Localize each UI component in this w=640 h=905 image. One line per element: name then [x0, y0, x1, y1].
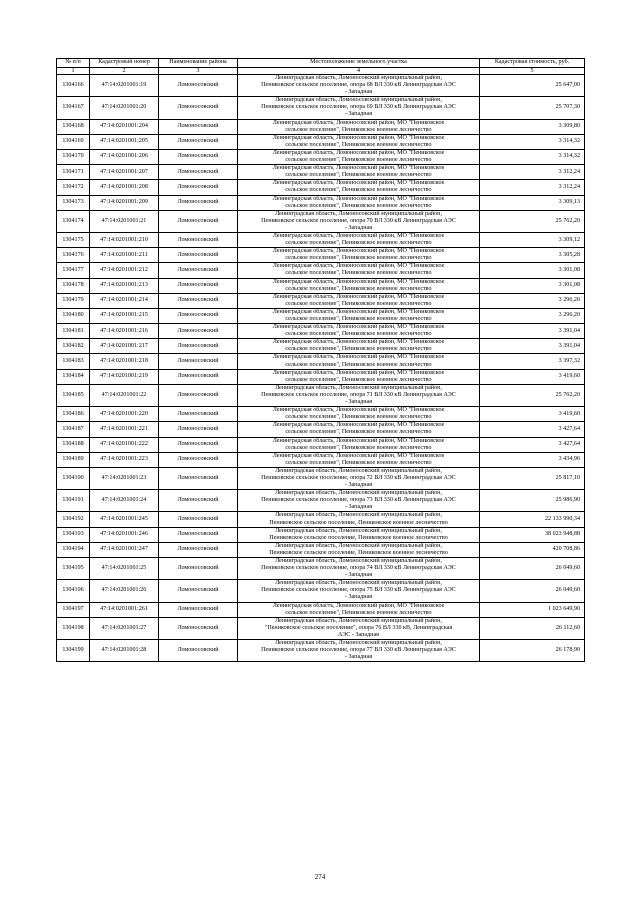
- location-line: сельское поселение", Пениковское военное лесничество: [285, 331, 432, 338]
- location-line: сельское поселение", Пениковское военное лесничество: [285, 255, 432, 262]
- cadastral-number: 47:14:0201001:220: [90, 407, 159, 422]
- location-line: Пениковское сельское поселение, опора 68 ВЛ 330 кВ Ленинградская АЭС: [261, 82, 456, 89]
- cadastral-number: 47:14:0201001:247: [90, 542, 159, 557]
- location-cell: [238, 640, 480, 662]
- cadastral-value: 25 762,20: [480, 384, 585, 406]
- location-cell: [238, 542, 480, 557]
- table-row: [57, 324, 585, 339]
- cadastral-value: 25 762,20: [480, 210, 585, 232]
- district-name: Ломоносовский: [159, 384, 238, 406]
- table-row: [57, 97, 585, 119]
- location-line: Ленинградская область, Ломоносовский муниципальный район,: [275, 75, 442, 81]
- location-line: Пениковское сельское поселение, опора 69 ВЛ 330 кВ Ленинградская АЭС: [261, 104, 456, 111]
- location-line: Ленинградская область, Ломоносовский муниципальный район,: [275, 512, 442, 519]
- location-line: Ленинградская область, Ломоносовский район, МО "Пениковское: [272, 452, 445, 459]
- table-row: [57, 119, 585, 134]
- location-cell: [238, 210, 480, 232]
- location-line: Ленинградская область, Ломоносовский муниципальный район,: [275, 210, 442, 217]
- cadastral-number: 47:14:0201001:213: [90, 278, 159, 293]
- row-index: 1304196: [57, 580, 90, 602]
- location-line: сельское поселение", Пениковское военное лесничество: [285, 376, 432, 383]
- location-cell: [238, 580, 480, 602]
- row-index: 1304184: [57, 369, 90, 384]
- cadastral-value: 25 707,30: [480, 97, 585, 119]
- table-row: [57, 134, 585, 149]
- table-row: [57, 602, 585, 617]
- location-cell: [238, 422, 480, 437]
- row-index: 1304180: [57, 308, 90, 323]
- location-line: Ленинградская область, Ломоносовский район, МО "Пениковское: [272, 278, 445, 285]
- district-name: Ломоносовский: [159, 542, 238, 557]
- column-number: 1: [57, 68, 90, 75]
- table-row: [57, 384, 585, 406]
- location-line: Ленинградская область, Ломоносовский район, МО "Пениковское: [272, 180, 445, 187]
- location-line: Ленинградская область, Ломоносовский район, МО "Пениковское: [272, 263, 445, 270]
- table-row: [57, 617, 585, 639]
- table-row: [57, 407, 585, 422]
- district-name: Ломоносовский: [159, 324, 238, 339]
- cadastral-number: 47:14:0201001:223: [90, 452, 159, 467]
- header-location: Местоположение земельного участка: [238, 59, 480, 68]
- location-cell: [238, 149, 480, 164]
- row-index: 1304170: [57, 149, 90, 164]
- location-line: Ленинградская область, Ломоносовский район, МО "Пениковское: [272, 437, 445, 444]
- location-cell: [238, 134, 480, 149]
- location-line: сельское поселение", Пениковское военное лесничество: [285, 609, 432, 616]
- row-index: 1304176: [57, 248, 90, 263]
- cadastral-number: 47:14:0201001:27: [90, 617, 159, 639]
- location-cell: [238, 119, 480, 134]
- location-cell: [238, 490, 480, 512]
- row-index: 1304169: [57, 134, 90, 149]
- table-row: [57, 75, 585, 97]
- table-row: [57, 293, 585, 308]
- cadastral-number: 47:14:0201001:215: [90, 308, 159, 323]
- district-name: Ломоносовский: [159, 640, 238, 662]
- location-line: Ленинградская область, Ломоносовский район, МО "Пениковское: [272, 422, 445, 429]
- location-line: сельское поселение", Пениковское военное лесничество: [285, 429, 432, 436]
- location-line: Ленинградская область, Ломоносовский район, МО "Пениковское: [272, 248, 445, 255]
- row-index: 1304198: [57, 617, 90, 639]
- district-name: Ломоносовский: [159, 407, 238, 422]
- location-line: Ленинградская область, Ломоносовский район, МО "Пениковское: [272, 354, 445, 361]
- district-name: Ломоносовский: [159, 617, 238, 639]
- location-line: сельское поселение", Пениковское военное лесничество: [285, 240, 432, 247]
- cadastral-value: 3 296,20: [480, 293, 585, 308]
- cadastral-value: 3 309,12: [480, 232, 585, 247]
- table-row: [57, 278, 585, 293]
- cadastral-number: 47:14:0201001:204: [90, 119, 159, 134]
- cadastral-number: 47:14:0201001:19: [90, 75, 159, 97]
- cadastral-number: 47:14:0201001:208: [90, 180, 159, 195]
- cadastral-value: 3 314,32: [480, 149, 585, 164]
- row-index: 1304179: [57, 293, 90, 308]
- table-row: [57, 542, 585, 557]
- cadastral-value: 3 397,32: [480, 354, 585, 369]
- location-line: Ленинградская область, Ломоносовский муниципальный район,: [275, 640, 442, 647]
- location-cell: [238, 512, 480, 527]
- location-line: сельское поселение", Пениковское военное лесничество: [285, 316, 432, 322]
- row-index: 1304172: [57, 180, 90, 195]
- location-line: Ленинградская область, Ломоносовский муниципальный район,: [275, 542, 442, 549]
- district-name: Ломоносовский: [159, 308, 238, 323]
- cadastral-number: 47:14:0201001:207: [90, 165, 159, 180]
- table-row: [57, 452, 585, 467]
- cadastral-number: 47:14:0201001:214: [90, 293, 159, 308]
- district-name: Ломоносовский: [159, 467, 238, 489]
- row-index: 1304199: [57, 640, 90, 662]
- district-name: Ломоносовский: [159, 97, 238, 119]
- table-row: [57, 512, 585, 527]
- cadastral-value: 3 301,08: [480, 278, 585, 293]
- district-name: Ломоносовский: [159, 232, 238, 247]
- location-line: АЭС - Западная: [338, 631, 379, 638]
- cadastral-value: 3 391,04: [480, 339, 585, 354]
- table-row: [57, 339, 585, 354]
- row-index: 1304181: [57, 324, 90, 339]
- location-line: сельское поселение", Пениковское военное лесничество: [285, 157, 432, 164]
- location-line: Ленинградская область, Ломоносовский район, МО "Пениковское: [272, 195, 445, 202]
- row-index: 1304166: [57, 75, 90, 97]
- row-index: 1304171: [57, 165, 90, 180]
- location-line: Ленинградская область, Ломоносовский район, МО "Пениковское: [272, 293, 445, 300]
- location-line: - Западная: [344, 504, 373, 511]
- location-line: - Западная: [344, 224, 373, 231]
- row-index: 1304167: [57, 97, 90, 119]
- row-index: 1304168: [57, 119, 90, 134]
- cadastral-number: 47:14:0201001:216: [90, 324, 159, 339]
- location-cell: [238, 617, 480, 639]
- location-line: Ленинградская область, Ломоносовский муниципальный район,: [275, 490, 442, 497]
- row-index: 1304195: [57, 558, 90, 580]
- location-line: Пениковское сельское поселение, опора 71 ВЛ 330 кВ Ленинградская АЭС: [261, 391, 456, 398]
- location-line: сельское поселение", Пениковское военное лесничество: [285, 459, 432, 466]
- location-line: сельское поселение", Пениковское военное лесничество: [285, 141, 432, 148]
- location-line: Ленинградская область, Ломоносовский район, МО "Пениковское: [272, 339, 445, 346]
- location-line: Пениковское сельское поселение, Пениковское военное лесничество: [269, 549, 448, 556]
- location-line: Ленинградская область, Ломоносовский муниципальный район,: [275, 617, 442, 624]
- location-line: Ленинградская область, Ломоносовский район, МО "Пениковское: [272, 407, 445, 414]
- district-name: Ломоносовский: [159, 75, 238, 97]
- location-cell: [238, 165, 480, 180]
- location-line: - Западная: [344, 399, 373, 406]
- cadastral-value: 26 178,90: [480, 640, 585, 662]
- cadastral-value: 26 049,60: [480, 558, 585, 580]
- column-number: 2: [90, 68, 159, 75]
- location-cell: [238, 452, 480, 467]
- location-line: Ленинградская область, Ломоносовский муниципальный район,: [275, 384, 442, 391]
- cadastral-value-table: [56, 58, 585, 662]
- cadastral-value: 3 312,24: [480, 165, 585, 180]
- location-cell: [238, 558, 480, 580]
- cadastral-number: 47:14:0201001:246: [90, 527, 159, 542]
- cadastral-number: 47:14:0201001:221: [90, 422, 159, 437]
- header-index: № п/п: [57, 59, 90, 68]
- page-number: 274: [314, 873, 326, 881]
- location-line: сельское поселение", Пениковское военное лесничество: [285, 414, 432, 421]
- location-cell: [238, 384, 480, 406]
- cadastral-value: 3 309,13: [480, 195, 585, 210]
- cadastral-number: 47:14:0201001:205: [90, 134, 159, 149]
- location-line: сельское поселение", Пениковское военное лесничество: [285, 285, 432, 292]
- location-cell: [238, 369, 480, 384]
- cadastral-value: 3 305,28: [480, 248, 585, 263]
- district-name: Ломоносовский: [159, 210, 238, 232]
- cadastral-number: 47:14:0201001:211: [90, 248, 159, 263]
- location-line: Пениковское сельское поселение, опора 70 ВЛ 330 кВ Ленинградская АЭС: [261, 217, 456, 224]
- row-index: 1304182: [57, 339, 90, 354]
- table-body: [57, 75, 585, 662]
- table-row: [57, 263, 585, 278]
- row-index: 1304174: [57, 210, 90, 232]
- table-row: [57, 467, 585, 489]
- location-line: Ленинградская область, Ломоносовский муниципальный район,: [275, 97, 442, 104]
- location-line: Ленинградская область, Ломоносовский район, МО "Пениковское: [272, 165, 445, 172]
- location-line: Ленинградская область, Ломоносовский район, МО "Пениковское: [272, 149, 445, 156]
- cadastral-value: 25 817,10: [480, 467, 585, 489]
- table-row: [57, 149, 585, 164]
- cadastral-number: 47:14:0201001:21: [90, 210, 159, 232]
- location-line: Пениковское сельское поселение, опора 75 ВЛ 330 кВ Ленинградская АЭС: [261, 587, 456, 594]
- location-line: сельское поселение", Пениковское военное лесничество: [285, 202, 432, 209]
- location-line: Пениковское сельское поселение, опора 77 ВЛ 330 кВ Ленинградская АЭС: [261, 647, 456, 654]
- district-name: Ломоносовский: [159, 422, 238, 437]
- district-name: Ломоносовский: [159, 339, 238, 354]
- location-line: сельское поселение", Пениковское военное лесничество: [285, 172, 432, 179]
- cadastral-value: 3 309,80: [480, 119, 585, 134]
- cadastral-number: 47:14:0201001:28: [90, 640, 159, 662]
- cadastral-value: 3 419,60: [480, 407, 585, 422]
- location-cell: [238, 437, 480, 452]
- location-line: "Пениковское сельское поселение", опора 76 ВЛ 330 кВ, Ленинградская: [264, 624, 453, 631]
- cadastral-number: 47:14:0201001:25: [90, 558, 159, 580]
- location-line: сельское поселение", Пениковское военное лесничество: [285, 346, 432, 353]
- location-line: Пениковское сельское поселение, опора 74 ВЛ 330 кВ Ленинградская АЭС: [261, 565, 456, 572]
- location-line: Ленинградская область, Ломоносовский район, МО "Пениковское: [272, 369, 445, 376]
- table-row: [57, 248, 585, 263]
- table-row: [57, 165, 585, 180]
- location-line: Ленинградская область, Ломоносовский район, МО "Пениковское: [272, 602, 445, 609]
- row-index: 1304194: [57, 542, 90, 557]
- column-number: 3: [159, 68, 238, 75]
- row-index: 1304192: [57, 512, 90, 527]
- location-line: Ленинградская область, Ломоносовский муниципальный район,: [275, 527, 442, 534]
- cadastral-number: 47:14:0201001:206: [90, 149, 159, 164]
- header-district: Наименование района: [159, 59, 238, 68]
- district-name: Ломоносовский: [159, 369, 238, 384]
- cadastral-value: 26 049,60: [480, 580, 585, 602]
- cadastral-value: 1 023 649,90: [480, 602, 585, 617]
- district-name: Ломоносовский: [159, 149, 238, 164]
- cadastral-value: 420 708,86: [480, 542, 585, 557]
- cadastral-value: 3 427,64: [480, 422, 585, 437]
- location-line: Ленинградская область, Ломоносовский район, МО "Пениковское: [272, 308, 445, 315]
- location-cell: [238, 232, 480, 247]
- cadastral-number: 47:14:0201001:209: [90, 195, 159, 210]
- cadastral-value: 3 434,96: [480, 452, 585, 467]
- location-cell: [238, 602, 480, 617]
- location-line: сельское поселение", Пениковское военное лесничество: [285, 444, 432, 451]
- table-row: [57, 354, 585, 369]
- location-line: - Западная: [344, 89, 373, 96]
- district-name: Ломоносовский: [159, 354, 238, 369]
- district-name: Ломоносовский: [159, 195, 238, 210]
- location-cell: [238, 354, 480, 369]
- district-name: Ломоносовский: [159, 248, 238, 263]
- location-line: Ленинградская область, Ломоносовский муниципальный район,: [275, 580, 442, 587]
- location-cell: [238, 527, 480, 542]
- location-line: Ленинградская область, Ломоносовский муниципальный район,: [275, 558, 442, 564]
- row-index: 1304183: [57, 354, 90, 369]
- table-row: [57, 437, 585, 452]
- location-line: - Западная: [344, 594, 373, 601]
- location-cell: [238, 195, 480, 210]
- cadastral-value: 38 023 948,88: [480, 527, 585, 542]
- location-cell: [238, 97, 480, 119]
- district-name: Ломоносовский: [159, 263, 238, 278]
- row-index: 1304187: [57, 422, 90, 437]
- cadastral-number: 47:14:0201001:245: [90, 512, 159, 527]
- cadastral-number: 47:14:0201001:222: [90, 437, 159, 452]
- location-line: сельское поселение", Пениковское военное лесничество: [285, 187, 432, 194]
- location-line: Ленинградская область, Ломоносовский район, МО "Пениковское: [272, 119, 445, 126]
- location-cell: [238, 407, 480, 422]
- cadastral-value: 3 391,04: [480, 324, 585, 339]
- cadastral-number: 47:14:0201001:22: [90, 384, 159, 406]
- district-name: Ломоносовский: [159, 602, 238, 617]
- district-name: Ломоносовский: [159, 180, 238, 195]
- location-cell: [238, 248, 480, 263]
- location-line: Ленинградская область, Ломоносовский район, МО "Пениковское: [272, 232, 445, 239]
- district-name: Ломоносовский: [159, 437, 238, 452]
- row-index: 1304175: [57, 232, 90, 247]
- district-name: Ломоносовский: [159, 580, 238, 602]
- cadastral-number: 47:14:0201001:20: [90, 97, 159, 119]
- row-index: 1304191: [57, 490, 90, 512]
- column-number: 5: [480, 68, 585, 75]
- cadastral-number: 47:14:0201001:212: [90, 263, 159, 278]
- location-line: - Западная: [344, 572, 373, 579]
- location-line: сельское поселение", Пениковское военное лесничество: [285, 361, 432, 368]
- location-cell: [238, 278, 480, 293]
- cadastral-number: 47:14:0201001:219: [90, 369, 159, 384]
- table-row: [57, 195, 585, 210]
- cadastral-number: 47:14:0201001:210: [90, 232, 159, 247]
- row-index: 1304185: [57, 384, 90, 406]
- district-name: Ломоносовский: [159, 165, 238, 180]
- location-line: Пениковское сельское поселение, опора 72 ВЛ 330 кВ Ленинградская АЭС: [261, 474, 456, 481]
- row-index: 1304197: [57, 602, 90, 617]
- table-row: [57, 422, 585, 437]
- row-index: 1304177: [57, 263, 90, 278]
- cadastral-value: 3 312,24: [480, 180, 585, 195]
- cadastral-number: 47:14:0201001:261: [90, 602, 159, 617]
- table-row: [57, 558, 585, 580]
- row-index: 1304193: [57, 527, 90, 542]
- table-row: [57, 580, 585, 602]
- table-row: [57, 490, 585, 512]
- location-cell: [238, 75, 480, 97]
- table-row: [57, 369, 585, 384]
- column-number-row: [57, 68, 585, 75]
- district-name: Ломоносовский: [159, 527, 238, 542]
- location-line: сельское поселение", Пениковское военное лесничество: [285, 126, 432, 133]
- header-cadastral-value: Кадастровая стоимость, руб.: [480, 59, 585, 68]
- district-name: Ломоносовский: [159, 490, 238, 512]
- district-name: Ломоносовский: [159, 134, 238, 149]
- location-line: - Западная: [344, 482, 373, 489]
- header-cadastral-number: Кадастровый номер: [90, 59, 159, 68]
- cadastral-value: 22 133 990,34: [480, 512, 585, 527]
- cadastral-value: 3 296,20: [480, 308, 585, 323]
- table-row: [57, 640, 585, 662]
- district-name: Ломоносовский: [159, 558, 238, 580]
- cadastral-number: 47:14:0201001:23: [90, 467, 159, 489]
- location-line: сельское поселение", Пениковское военное лесничество: [285, 270, 432, 277]
- location-line: Пениковское сельское поселение, опора 73 ВЛ 330 кВ Ленинградская АЭС: [261, 497, 456, 504]
- header-row: [57, 59, 585, 68]
- cadastral-value: 25 986,90: [480, 490, 585, 512]
- location-cell: [238, 339, 480, 354]
- cadastral-value: 3 301,08: [480, 263, 585, 278]
- row-index: 1304188: [57, 437, 90, 452]
- district-name: Ломоносовский: [159, 293, 238, 308]
- location-line: сельское поселение", Пениковское военное лесничество: [285, 300, 432, 307]
- location-cell: [238, 467, 480, 489]
- district-name: Ломоносовский: [159, 452, 238, 467]
- cadastral-number: 47:14:0201001:24: [90, 490, 159, 512]
- cadastral-number: 47:14:0201001:218: [90, 354, 159, 369]
- table-row: [57, 210, 585, 232]
- table-row: [57, 527, 585, 542]
- location-cell: [238, 180, 480, 195]
- cadastral-value: 3 314,32: [480, 134, 585, 149]
- location-line: Ленинградская область, Ломоносовский муниципальный район,: [275, 467, 442, 474]
- location-cell: [238, 293, 480, 308]
- row-index: 1304178: [57, 278, 90, 293]
- table-row: [57, 232, 585, 247]
- cadastral-number: 47:14:0201001:26: [90, 580, 159, 602]
- location-line: Пениковское сельское поселение, Пениковское военное лесничество: [269, 519, 448, 526]
- location-line: Ленинградская область, Ломоносовский район, МО "Пениковское: [272, 134, 445, 141]
- district-name: Ломоносовский: [159, 119, 238, 134]
- row-index: 1304189: [57, 452, 90, 467]
- location-line: - Западная: [344, 654, 373, 661]
- location-cell: [238, 263, 480, 278]
- district-name: Ломоносовский: [159, 278, 238, 293]
- cadastral-value: 26 112,60: [480, 617, 585, 639]
- district-name: Ломоносовский: [159, 512, 238, 527]
- table-header: [57, 59, 585, 75]
- location-line: - Западная: [344, 111, 373, 118]
- table-row: [57, 308, 585, 323]
- location-line: Пениковское сельское поселение, Пениковское военное лесничество: [269, 534, 448, 541]
- location-cell: [238, 324, 480, 339]
- table-row: [57, 180, 585, 195]
- location-line: Ленинградская область, Ломоносовский район, МО "Пениковское: [272, 324, 445, 331]
- row-index: 1304173: [57, 195, 90, 210]
- row-index: 1304190: [57, 467, 90, 489]
- row-index: 1304186: [57, 407, 90, 422]
- cadastral-value: 3 427,64: [480, 437, 585, 452]
- cadastral-number: 47:14:0201001:217: [90, 339, 159, 354]
- column-number: 4: [238, 68, 480, 75]
- cadastral-value: 3 419,60: [480, 369, 585, 384]
- cadastral-value: 25 647,00: [480, 75, 585, 97]
- location-cell: [238, 308, 480, 323]
